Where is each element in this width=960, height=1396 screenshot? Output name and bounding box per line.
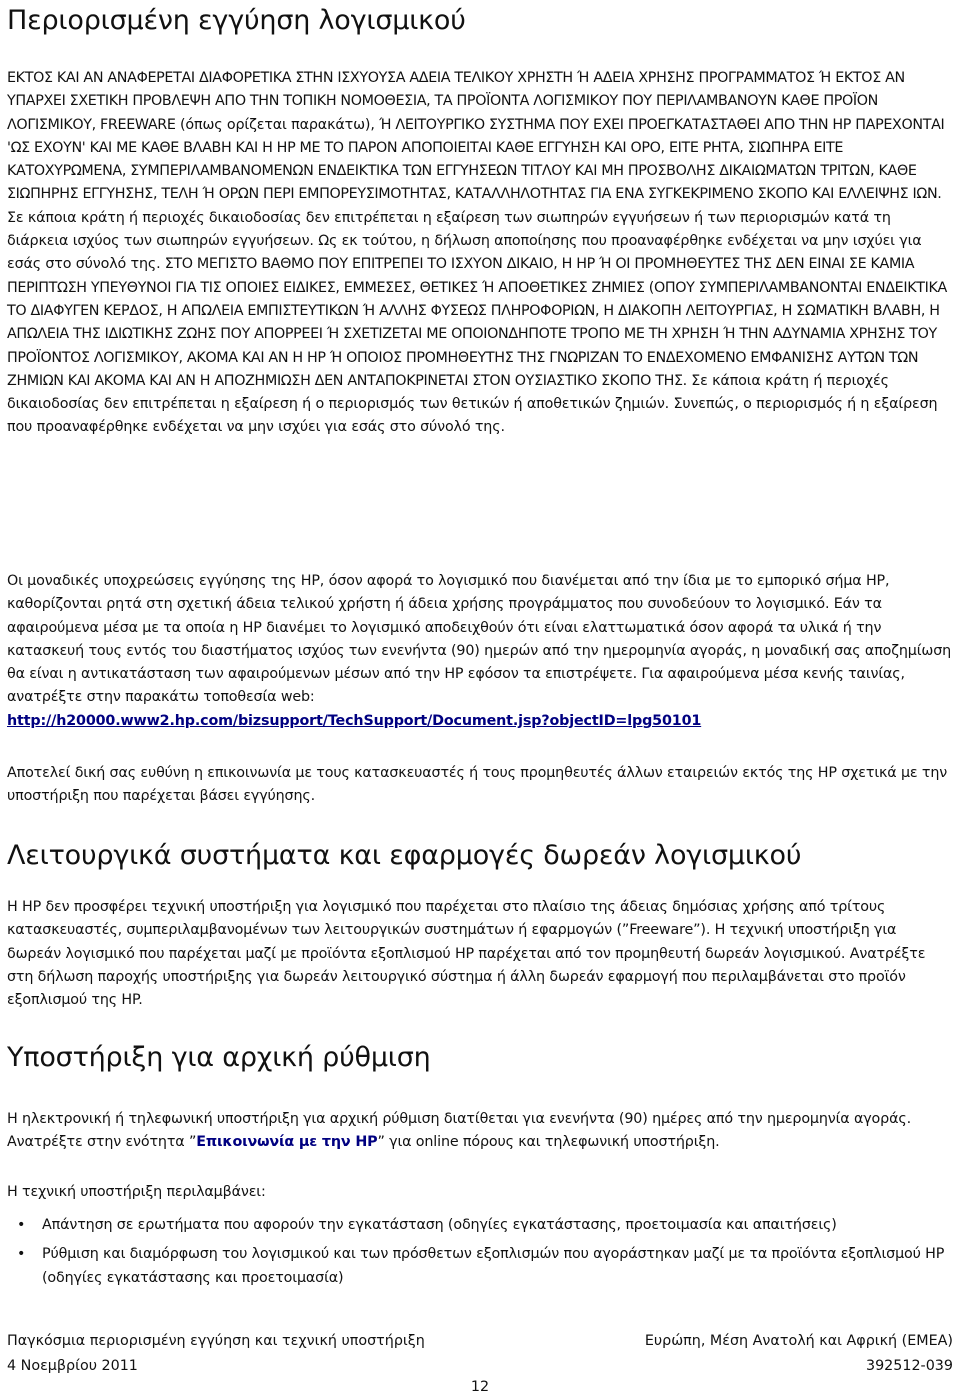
footer-document-number: 392512-039 [865,1358,953,1374]
setup-support-text-a: Η ηλεκτρονική ή τηλεφωνική υποστήριξη για αρχική ρύθμιση διατίθεται για ενενήντα (90) ημέρες από την ημερομηνία αγοράς. Ανατρέξτε στην ενότητα ” [7,1111,911,1151]
hp-obligations-text: Οι μοναδικές υποχρεώσεις εγγύησης της HP, όσον αφορά το λογισμικό που διανέμεται από την ίδια με το εμπορικό σήμα HP, καθορίζονται ρητά στη σχετική άδεια τελικού χρήστη ή άδεια χρήσης προγράμματος που συνοδεύουν το λογισμικό. Εάν τα αφαιρούμενα μέσα με τα οποία η HP διανέμει το λογισμικό αποδειχθούν ότι είναι ελαττωματικά όσον αφορά τα υλικά ή την κατασκευή τους εντός του διαστήματος ισχύος των ενενήντα (90) ημερών από την ημερομηνία αγοράς, η μοναδική σας αποζημίωση θα είναι η αντικατάσταση των αφαιρούμενων μέσων από την HP εφόσον τα επιστρέψετε. Για αφαιρούμενα μέσα κενής ταινίας, ανατρέξτε στην παρακάτω τοποθεσία web: [7,573,952,706]
footer-region: Ευρώπη, Μέση Ανατολή και Αφρική (EMEA) [644,1333,953,1349]
list-item-text: Απάντηση σε ερωτήματα που αφορούν την εγκατάσταση (οδηγίες εγκατάστασης, προετοιμασία και απαιτήσεις) [42,1217,837,1233]
section-title-limited-software-warranty: Περιορισμένη εγγύηση λογισμικού [7,5,466,36]
contact-hp-reference-link[interactable]: Επικοινωνία με την HP [196,1134,378,1151]
paragraph-freeware-support: Η HP δεν προσφέρει τεχνική υποστήριξη για λογισμικό που παρέχεται στο πλαίσιο της άδειας δημόσιας χρήσης από τρίτους κατασκευαστές, συμπεριλαμβανομένων των λειτουργικών συστημάτων ή εφαρμογών (”Freeware”). Η τεχνική υποστήριξη για δωρεάν λογισμικό που παρέχεται μαζί με προϊόντα εξοπλισμού HP παρέχεται από τον προμηθευτή δωρεάν λογισμικού. Ανατρέξτε στη δήλωση παροχής υποστήριξης για δωρεάν λειτουργικό σύστημα ή άλλη δωρεάν εφαρμογή που περιλαμβάνεται στο προϊόν εξοπλισμού της HP. [7,899,926,1009]
support-includes-list [7,1214,953,1290]
footer-document-title: Παγκόσμια περιορισμένη εγγύηση και τεχνική υποστήριξη [7,1333,425,1349]
paragraph-support-includes: Η τεχνική υποστήριξη περιλαμβάνει: [7,1184,266,1200]
section-title-initial-setup-support: Υποστήριξη για αρχική ρύθμιση [7,1042,431,1073]
tape-media-support-link[interactable]: http://h20000.www2.hp.com/bizsupport/TechSupport/Document.jsp?objectID=lpg50101 [7,712,702,729]
list-item-text: Ρύθμιση και διαμόρφωση του λογισμικού και των πρόσθετων εξοπλισμών που αγοράστηκαν μαζί με τα προϊόντα εξοπλισμού HP (οδηγίες εγκατάστασης και προετοιμασία) [42,1246,945,1286]
paragraph-warranty-disclaimer [7,67,953,440]
page-number: 12 [470,1379,490,1395]
bullet-icon: • [17,1217,26,1233]
footer-date: 4 Νοεμβρίου 2011 [7,1358,138,1374]
paragraph-hp-obligations [7,570,953,733]
list-item [7,1214,953,1237]
disclaimer-parenthetical: (όπως ορίζεται παρακάτω), [175,116,380,133]
disclaimer-normal-a: Σε κάποια κράτη ή περιοχές δικαιοδοσίας δεν επιτρέπεται η εξαίρεση των σιωπηρών εγγυήσεων ή των περιορισμών κατά τη διάρκεια ισχύος των σιωπηρών εγγυήσεων. Ως εκ τούτου, η δήλωση αποποίησης που προαναφέρθηκε ενδέχεται να μην ισχύει για εσάς στο σύνολό της. [7,209,922,273]
paragraph-setup-support [7,1108,953,1155]
disclaimer-caps-c: ΣΤΟ ΜΕΓΙΣΤΟ ΒΑΘΜΟ ΠΟΥ ΕΠΙΤΡΕΠΕΙ ΤΟ ΙΣΧΥΟΝ ΔΙΚΑΙΟ, Η HP Ή ΟΙ ΠΡΟΜΗΘΕΥΤΕΣ ΤΗΣ ΔΕΝ ΕΙΝΑΙ ΣΕ ΚΑΜΙΑ ΠΕΡΙΠΤΩΣΗ ΥΠΕΥΘΥΝΟΙ ΓΙΑ ΤΙΣ ΟΠΟΙΕΣ ΕΙΔΙΚΕΣ, ΕΜΜΕΣΕΣ, ΘΕΤΙΚΕΣ Ή ΑΠΟΘΕΤΙΚΕΣ ΖΗΜΙΕΣ (ΟΠΟΥ ΣΥΜΠΕΡΙΛΑΜΒΑΝΟΝΤΑΙ ΕΝΔΕΙΚΤΙΚΑ ΤΟ ΔΙΑΦΥΓΕΝ ΚΕΡΔΟΣ, Η ΑΠΩΛΕΙΑ ΕΜΠΙΣΤΕΥΤΙΚΩΝ Ή ΑΛΛΗΣ ΦΥΣΕΩΣ ΠΛΗΡΟΦΟΡΙΩΝ, Η ΔΙΑΚΟΠΗ ΛΕΙΤΟΥΡΓΙΑΣ, Η ΣΩΜΑΤΙΚΗ ΒΛΑΒΗ, Η ΑΠΩΛΕΙΑ ΤΗΣ ΙΔΙΩΤΙΚΗΣ ΖΩΗΣ ΠΟΥ ΑΠΟΡΡΕΕΙ Ή ΣΧΕΤΙΖΕΤΑΙ ΜΕ ΟΠΟΙΟΝΔΗΠΟΤΕ ΤΡΟΠΟ ΜΕ ΤΗ ΧΡΗΣΗ Ή ΤΗΝ ΑΔΥΝΑΜΙΑ ΧΡΗΣΗΣ ΤΟΥ ΠΡΟΪΟΝΤΟΣ ΛΟΓΙΣΜΙΚΟΥ, ΑΚΟΜΑ ΚΑΙ ΑΝ Η HP Ή ΟΠΟΙΟΣ ΠΡΟΜΗΘΕΥΤΗΣ ΤΗΣ ΓΝΩΡΙΖΑΝ ΤΟ ΕΝΔΕΧΟΜΕΝΟ ΕΜΦΑΝΙΣΗΣ ΑΥΤΩΝ ΤΩΝ ΖΗΜΙΩΝ ΚΑΙ ΑΚΟΜΑ ΚΑΙ ΑΝ Η ΑΠΟΖΗΜΙΩΣΗ ΔΕΝ ΑΝΤΑΠΟΚΡΙΝΕΤΑΙ ΣΤΟΝ ΟΥΣΙΑΣΤΙΚΟ ΣΚΟΠΟ ΤΗΣ. [7,256,947,389]
disclaimer-caps-a: ΕΚΤΟΣ ΚΑΙ ΑΝ ΑΝΑΦΕΡΕΤΑΙ ΔΙΑΦΟΡΕΤΙΚΑ ΣΤΗΝ ΙΣΧΥΟΥΣΑ ΑΔΕΙΑ ΤΕΛΙΚΟΥ ΧΡΗΣΤΗ Ή ΑΔΕΙΑ ΧΡΗΣΗΣ ΠΡΟΓΡΑΜΜΑΤΟΣ Ή ΕΚΤΟΣ ΑΝ ΥΠΑΡΧΕΙ ΣΧΕΤΙΚΗ ΠΡΟΒΛΕΨΗ ΑΠΟ ΤΗΝ ΤΟΠΙΚΗ ΝΟΜΟΘΕΣΙΑ, ΤΑ ΠΡΟΪΟΝΤΑ ΛΟΓΙΣΜΙΚΟΥ ΠΟΥ ΠΕΡΙΛΑΜΒΑΝΟΥΝ ΚΑΘΕ ΠΡΟΪΟΝ ΛΟΓΙΣΜΙΚΟΥ, FREEWARE [7,70,905,133]
paragraph-third-party-responsibility: Αποτελεί δική σας ευθύνη η επικοινωνία με τους κατασκευαστές ή τους προμηθευτές άλλων εταιρειών εκτός της HP σχετικά με την υποστήριξη που παρέχεται βάσει εγγύησης. [7,765,948,805]
setup-support-text-b: ” για online πόρους και τηλεφωνική υποστήριξη. [377,1134,720,1151]
disclaimer-caps-b: Ή ΛΕΙΤΟΥΡΓΙΚΟ ΣΥΣΤΗΜΑ ΠΟΥ ΕΧΕΙ ΠΡΟΕΓΚΑΤΑΣΤΑΘΕΙ ΑΠΟ ΤΗΝ HP ΠΑΡΕΧΟΝΤΑΙ 'ΩΣ ΕΧΟΥΝ' ΚΑΙ ΜΕ ΚΑΘΕ ΒΛΑΒΗ ΚΑΙ Η HP ΜΕ ΤΟ ΠΑΡΟΝ ΑΠΟΠΟΙΕΙΤΑΙ ΚΑΘΕ ΕΓΓΥΗΣΗ ΚΑΙ ΟΡΟ, ΕΙΤΕ ΡΗΤΑ, ΣΙΩΠΗΡΑ ΕΙΤΕ ΚΑΤΟΧΥΡΩΜΕΝΑ, ΣΥΜΠΕΡΙΛΑΜΒΑΝΟΜΕΝΩΝ ΕΝΔΕΙΚΤΙΚΑ ΤΩΝ ΕΓΓΥΗΣΕΩΝ ΤΙΤΛΟΥ ΚΑΙ ΜΗ ΠΡΟΣΒΟΛΗΣ ΔΙΚΑΙΩΜΑΤΩΝ ΤΡΙΤΩΝ, ΚΑΘΕ ΣΙΩΠΗΡΗΣ ΕΓΓΥΗΣΗΣ, ΤΕΛΗ Ή ΟΡΩΝ ΠΕΡΙ ΕΜΠΟΡΕΥΣΙΜΟΤΗΤΑΣ, ΚΑΤΑΛΛΗΛΟΤΗΤΑΣ ΓΙΑ ΕΝΑ ΣΥΓΚΕΚΡΙΜΕΝΟ ΣΚΟΠΟ ΚΑΙ ΕΛΛΕΙΨΗΣ ΙΩΝ. [7,116,945,203]
section-title-freeware: Λειτουργικά συστήματα και εφαρμογές δωρεάν λογισμικού [7,840,802,871]
bullet-icon: • [17,1246,26,1263]
disclaimer-normal-b: Σε κάποια κράτη ή περιοχές δικαιοδοσίας δεν επιτρέπεται η εξαίρεση ή ο περιορισμός των θετικών ή αποθετικών ζημιών. Συνεπώς, ο περιορισμός ή η εξαίρεση που προαναφέρθηκε ενδέχεται να μην ισχύει για εσάς στο σύνολό της. [7,372,938,436]
list-item [7,1243,953,1290]
